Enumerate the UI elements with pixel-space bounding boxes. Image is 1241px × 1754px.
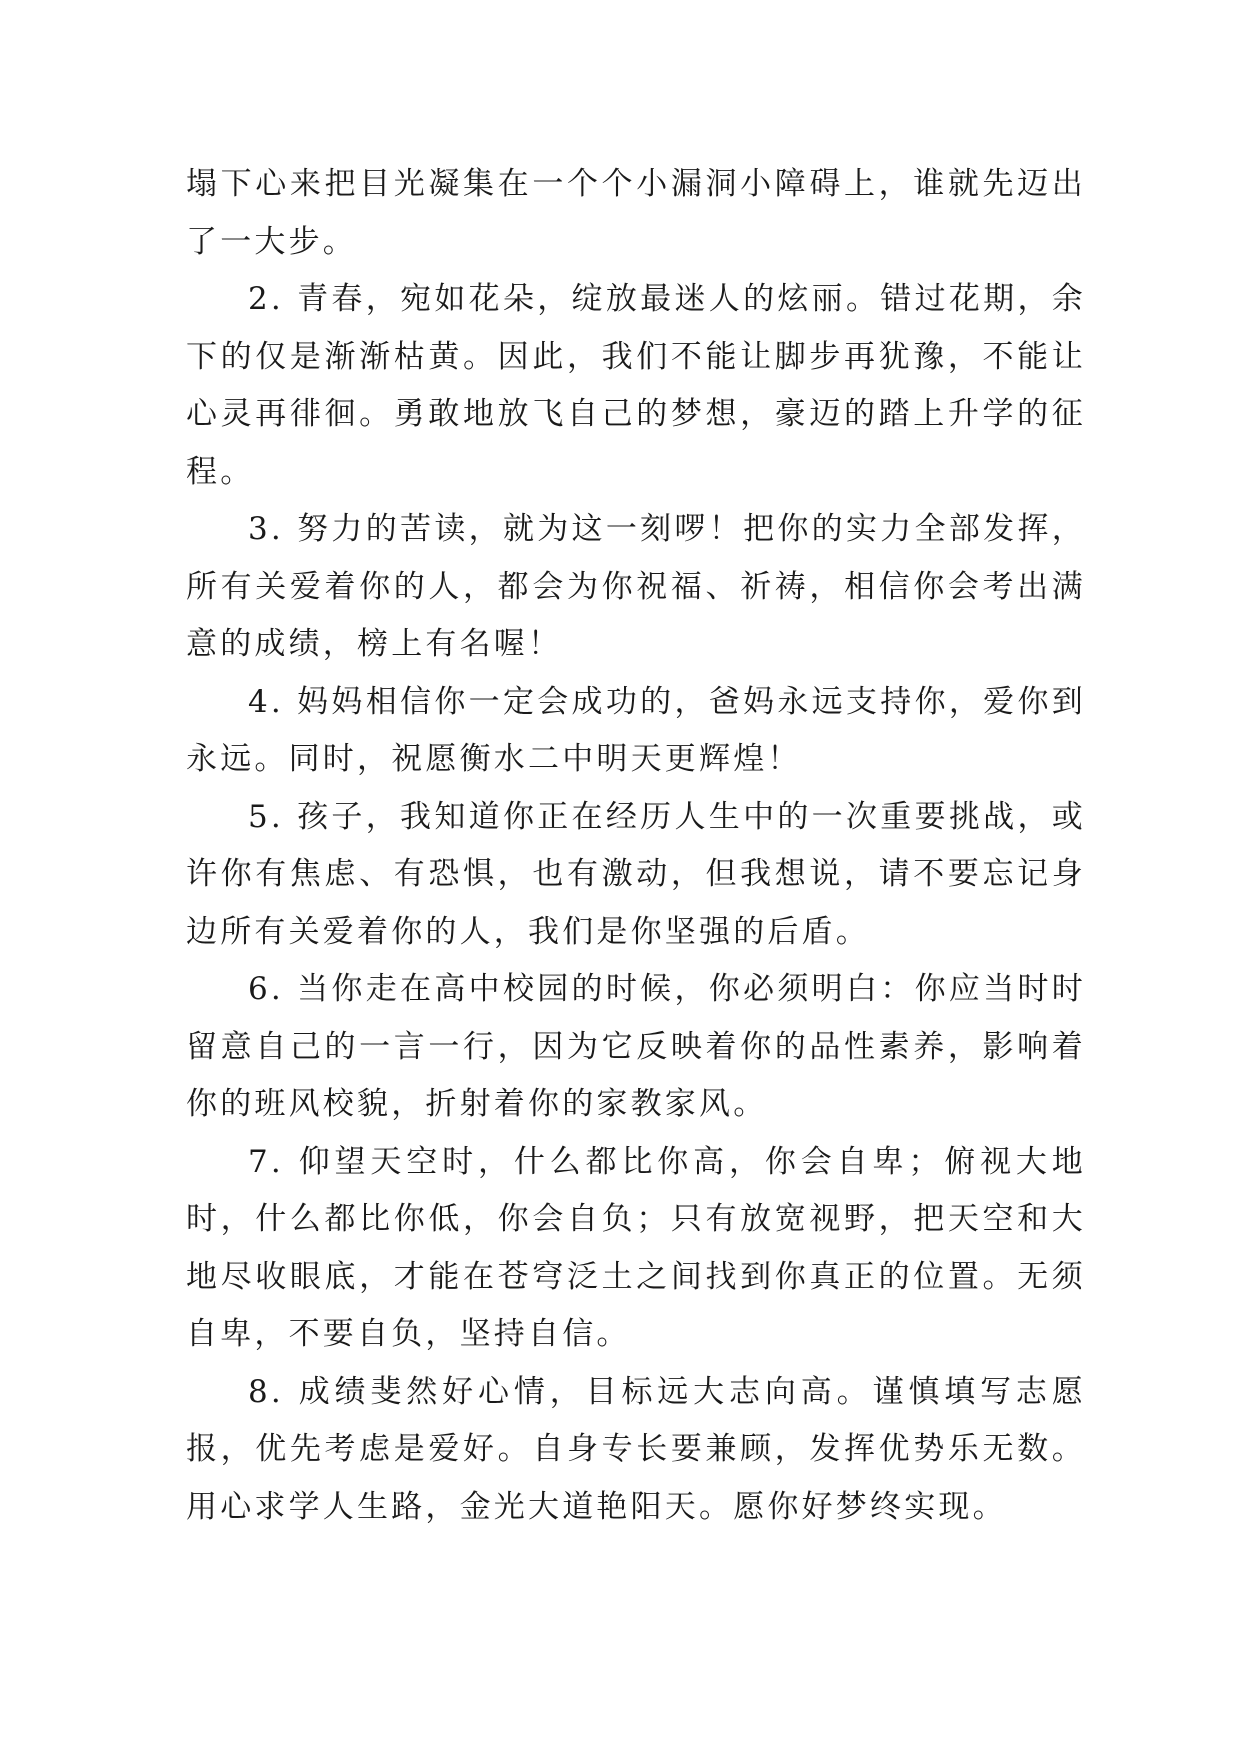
paragraph-item-5: 5. 孩子，我知道你正在经历人生中的一次重要挑战，或许你有焦虑、有恐惧，也有激动，但我想说，请不要忘记身边所有关爱着你的人，我们是你坚强的后盾。 bbox=[186, 798, 1086, 950]
paragraph-item-6: 6. 当你走在高中校园的时候，你必须明白：你应当时时留意自己的一言一行，因为它反映着你的品性素养，影响着你的班风校貌，折射着你的家教家风。 bbox=[186, 971, 1086, 1122]
paragraph-item-2: 2. 青春，宛如花朵，绽放最迷人的炫丽。错过花期，余下的仅是渐渐枯黄。因此，我们不能让脚步再犹豫，不能让心灵再徘徊。勇敢地放飞自己的梦想，豪迈的踏上升学的征程。 bbox=[186, 281, 1086, 490]
document-body bbox=[186, 156, 1086, 1536]
paragraph-item-8: 8. 成绩斐然好心情，目标远大志向高。谨慎填写志愿报，优先考虑是爱好。自身专长要兼顾，发挥优势乐无数。用心求学人生路，金光大道艳阳天。愿你好梦终实现。 bbox=[186, 1373, 1086, 1525]
paragraph-continuation: 塌下心来把目光凝集在一个个小漏洞小障碍上，谁就先迈出了一大步。 bbox=[186, 166, 1086, 260]
paragraph-item-3: 3. 努力的苦读，就为这一刻啰！把你的实力全部发挥，所有关爱着你的人，都会为你祝福、祈祷，相信你会考出满意的成绩，榜上有名喔！ bbox=[186, 511, 1086, 662]
paragraph-item-4: 4. 妈妈相信你一定会成功的，爸妈永远支持你，爱你到永远。同时，祝愿衡水二中明天更辉煌！ bbox=[186, 683, 1086, 777]
paragraph-item-7: 7. 仰望天空时，什么都比你高，你会自卑；俯视大地时，什么都比你低，你会自负；只有放宽视野，把天空和大地尽收眼底，才能在苍穹泛土之间找到你真正的位置。无须自卑，不要自负，坚持自信。 bbox=[186, 1143, 1086, 1352]
